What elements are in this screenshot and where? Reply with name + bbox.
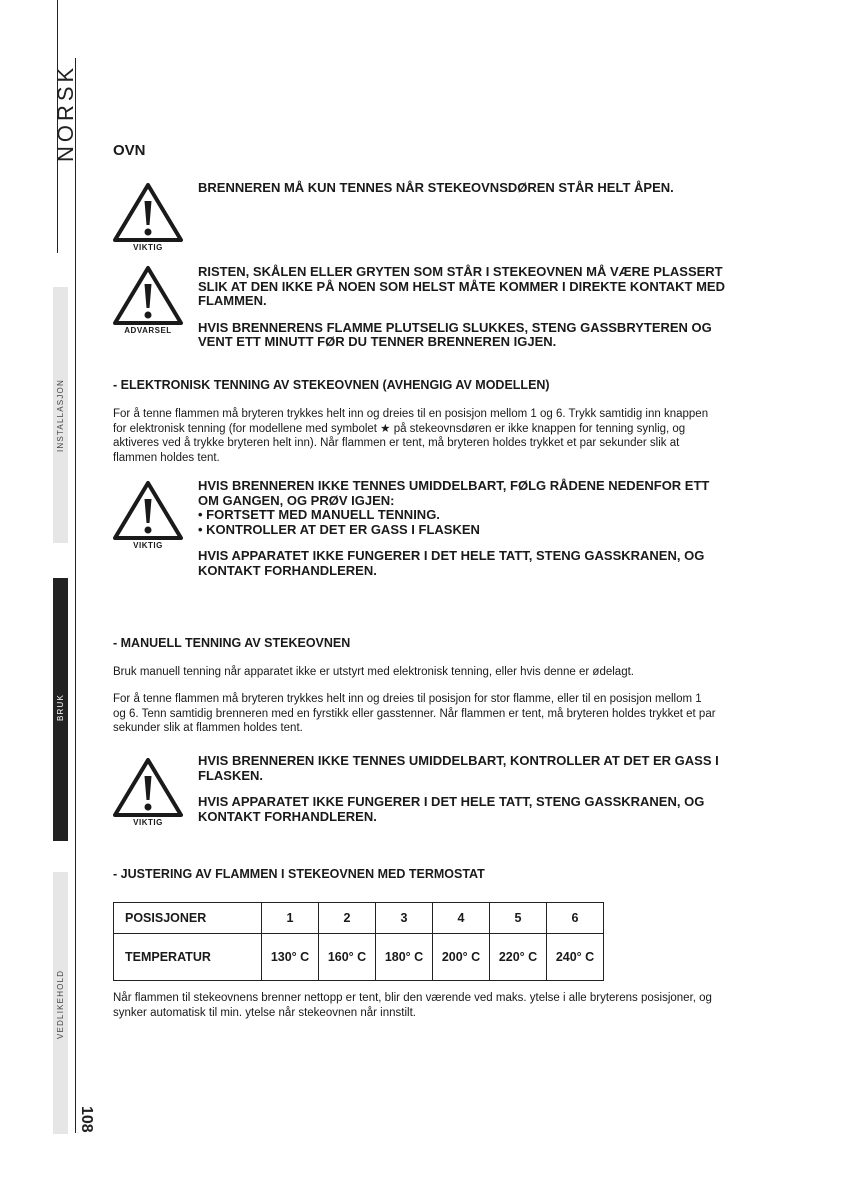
paragraph-manual-1: Bruk manuell tenning når apparatet ikke er utstyrt med elektronisk tenning, eller hvis denne er ødelagt. [113,666,634,678]
temperature-table [113,902,604,981]
warning-label: ADVARSEL [124,326,172,335]
warning-label: VIKTIG [133,818,163,827]
warning-icon-block-2 [112,264,184,335]
table-cell: 130° C [262,934,319,981]
table-cell: 220° C [490,934,547,981]
side-tab-label-vedlikehold: VEDLIKEHOLD [56,969,65,1039]
warning-triangle-icon [112,479,184,541]
side-rule-main [75,58,76,1133]
page-number: 108 [78,1106,95,1133]
warning-text-4: HVIS BRENNEREN IKKE TENNES UMIDDELBART, KONTROLLER AT DET ER GASS I FLASKEN. HVIS APPARATET IKKE FUNGERER I DET HELE TATT, STENG GASSKRANEN, OG KONTAKT FORHANDLEREN. [198,753,719,824]
page-title: OVN [113,142,146,159]
table-cell: 6 [547,903,604,934]
table-cell: 1 [262,903,319,934]
table-cell: 2 [319,903,376,934]
table-row-label: TEMPERATUR [114,934,262,981]
table-cell: 200° C [433,934,490,981]
warning-triangle-icon [112,756,184,818]
table-cell: 5 [490,903,547,934]
paragraph-electronic: For å tenne flammen må bryteren trykkes helt inn og dreies til en posisjon mellom 1 og 6. Trykk samtidig inn knappen for elektronisk tenning (for modellene med symbolet ★ på stekeovnsdøren er ikke knappen for tenning synlig, og aktiveres ved å trykke bryteren helt inn). Når flammen er tent, må bryteren holdes trykket et par sekunder slik at flammen holdes tent. [113,408,709,464]
paragraph-manual-2: For å tenne flammen må bryteren trykkes helt inn og dreies til posisjon for stor flamme, eller til en posisjon mellom 1 og 6. Tenn samtidig brenneren med en fyrstikk eller gasstenner. Når flammen er tent, må bryteren holdes trykket et par sekunder slik at flammen holdes tent. [113,693,716,734]
side-tab-label-installasjon: INSTALLASJON [56,379,65,452]
language-label: NORSK [53,63,78,162]
warning-triangle-icon [112,181,184,243]
warning-icon-block-3 [112,479,184,550]
table-row [114,934,604,981]
table-row-label: POSISJONER [114,903,262,934]
side-tab-label-bruk: BRUK [56,693,65,721]
table-row [114,903,604,934]
warning-triangle-icon [112,264,184,326]
paragraph-adjust: Når flammen til stekeovnens brenner nettopp er tent, blir den værende ved maks. ytelse i alle bryterens posisjoner, og synker automatisk til min. ytelse når stekeovnen når innstilt. [113,992,712,1019]
warning-icon-block-1 [112,181,184,252]
section-heading-adjust: - JUSTERING AV FLAMMEN I STEKEOVNEN MED TERMOSTAT [113,867,485,881]
warning-text-3: HVIS BRENNEREN IKKE TENNES UMIDDELBART, FØLG RÅDENE NEDENFOR ETT OM GANGEN, OG PRØV IGJEN: • FORTSETT MED MANUELL TENNING. • KONTROLLER AT DET ER GASS I FLASKEN HVIS APPARATET IKKE FUNGERER I DET HELE TATT, STENG GASSKRANEN, OG KONTAKT FORHANDLEREN. [198,478,710,578]
table-cell: 3 [376,903,433,934]
warning-icon-block-4 [112,756,184,827]
table-cell: 180° C [376,934,433,981]
table-cell: 160° C [319,934,376,981]
warning-label: VIKTIG [133,541,163,550]
warning-text-1: BRENNEREN MÅ KUN TENNES NÅR STEKEOVNSDØREN STÅR HELT ÅPEN. [198,180,674,195]
table-cell: 240° C [547,934,604,981]
warning-label: VIKTIG [133,243,163,252]
section-heading-electronic: - ELEKTRONISK TENNING AV STEKEOVNEN (AVHENGIG AV MODELLEN) [113,378,550,392]
warning-text-2: RISTEN, SKÅLEN ELLER GRYTEN SOM STÅR I STEKEOVNEN MÅ VÆRE PLASSERT SLIK AT DEN IKKE PÅ NOEN SOM HELST MÅTE KOMMER I DIREKTE KONTAKT MED FLAMMEN. HVIS BRENNERENS FLAMME PLUTSELIG SLUKKES, STENG GASSBRYTEREN OG VENT ETT MINUTT FØR DU TENNER BRENNEREN IGJEN. [198,264,725,349]
table-cell: 4 [433,903,490,934]
section-heading-manual: - MANUELL TENNING AV STEKEOVNEN [113,636,351,650]
